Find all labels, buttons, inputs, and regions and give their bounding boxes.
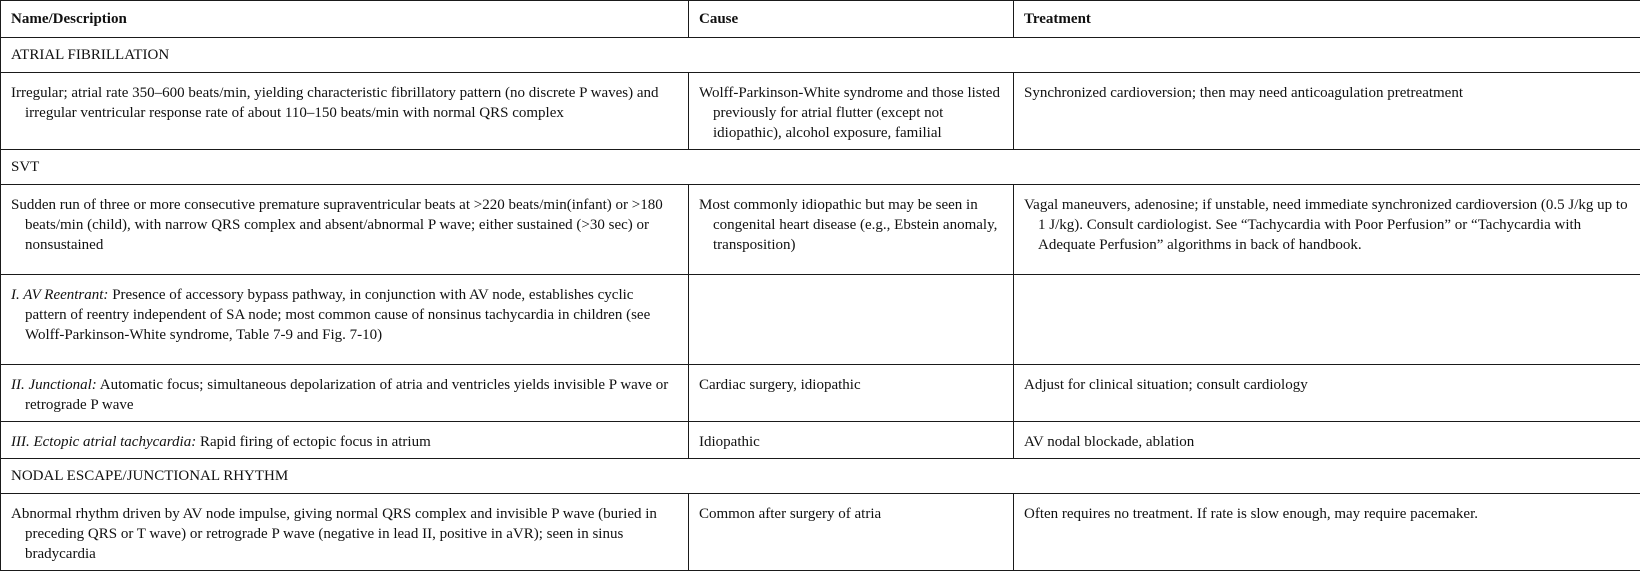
treatment-text: AV nodal blockade, ablation <box>1024 434 1195 450</box>
description-cell <box>1 494 689 571</box>
treatment-cell <box>1014 275 1640 365</box>
subtype-label: I. AV Reentrant: <box>11 287 109 303</box>
cause-text: Common after surgery of atria <box>699 506 882 522</box>
subtype-label: III. Ectopic atrial tachycardia: <box>11 434 197 450</box>
section-row-atrial-fibrillation <box>1 38 1640 73</box>
cause-cell <box>689 422 1014 459</box>
description-text: Sudden run of three or more consecutive premature supraventricular beats at >220 beats/min(infant) or >180 beats/min (child), with narrow QRS complex and absent/abnormal P wave; either sustained (>30 sec) or nonsustained <box>11 197 663 253</box>
treatment-cell <box>1014 73 1640 150</box>
description-text: Automatic focus; simultaneous depolarization of atria and ventricles yields invisible P wave or retrograde P wave <box>25 377 669 413</box>
cause-text: Most commonly idiopathic but may be seen in congenital heart disease (e.g., Ebstein anomaly, transposition) <box>699 197 998 253</box>
section-row-nodal-escape <box>1 459 1640 494</box>
treatment-cell <box>1014 422 1640 459</box>
cause-cell <box>689 73 1014 150</box>
cause-cell <box>689 365 1014 422</box>
cause-cell <box>689 494 1014 571</box>
table-row <box>1 73 1640 150</box>
description-cell <box>1 73 689 150</box>
treatment-cell <box>1014 185 1640 275</box>
table-row <box>1 185 1640 275</box>
subtype-label: II. Junctional: <box>11 377 97 393</box>
table-header-row <box>1 1 1640 38</box>
cause-text: Cardiac surgery, idiopathic <box>699 377 861 393</box>
description-text: Irregular; atrial rate 350–600 beats/min, yielding characteristic fibrillatory pattern (no discrete P waves) and irregular ventricular response rate of about 110–150 beats/min with normal QRS complex <box>11 85 659 121</box>
treatment-text: Vagal maneuvers, adenosine; if unstable, need immediate synchronized cardioversion (0.5 J/kg up to 1 J/kg). Consult cardiologist. See “Tachycardia with Poor Perfusion” or “Tachycardia with Adequate Perfusion” algorithms in back of handbook. <box>1024 197 1628 253</box>
cause-text: Wolff-Parkinson-White syndrome and those listed previously for atrial flutter (except not idiopathic), alcohol exposure, familial <box>699 85 1000 141</box>
description-cell <box>1 422 689 459</box>
description-cell <box>1 275 689 365</box>
description-cell <box>1 185 689 275</box>
section-row-svt <box>1 150 1640 185</box>
treatment-text: Synchronized cardioversion; then may need anticoagulation pretreatment <box>1024 85 1464 101</box>
description-text: Abnormal rhythm driven by AV node impulse, giving normal QRS complex and invisible P wave (buried in preceding QRS or T wave) or retrograde P wave (negative in lead II, positive in aVR); seen in sinus bradycardia <box>11 506 657 562</box>
table-row <box>1 275 1640 365</box>
section-title: SVT <box>1 150 1640 185</box>
treatment-cell <box>1014 365 1640 422</box>
column-header-cause: Cause <box>689 1 1014 38</box>
column-header-name: Name/Description <box>1 1 689 38</box>
description-text: Presence of accessory bypass pathway, in conjunction with AV node, establishes cyclic pattern of reentry independent of SA node; most common cause of nonsinus tachycardia in children (see Wolff-Parkinson-White syndrome, Table 7-9 and Fig. 7-10) <box>25 287 651 343</box>
treatment-text: Adjust for clinical situation; consult cardiology <box>1024 377 1308 393</box>
description-text: Rapid firing of ectopic focus in atrium <box>199 434 431 450</box>
section-title: ATRIAL FIBRILLATION <box>1 38 1640 73</box>
cause-cell <box>689 185 1014 275</box>
treatment-text: Often requires no treatment. If rate is slow enough, may require pacemaker. <box>1024 506 1478 522</box>
table-row <box>1 365 1640 422</box>
treatment-cell <box>1014 494 1640 571</box>
table-row <box>1 494 1640 571</box>
cause-cell <box>689 275 1014 365</box>
column-header-treatment: Treatment <box>1014 1 1640 38</box>
section-title: NODAL ESCAPE/JUNCTIONAL RHYTHM <box>1 459 1640 494</box>
description-cell <box>1 365 689 422</box>
table-row <box>1 422 1640 459</box>
cause-text: Idiopathic <box>699 434 760 450</box>
